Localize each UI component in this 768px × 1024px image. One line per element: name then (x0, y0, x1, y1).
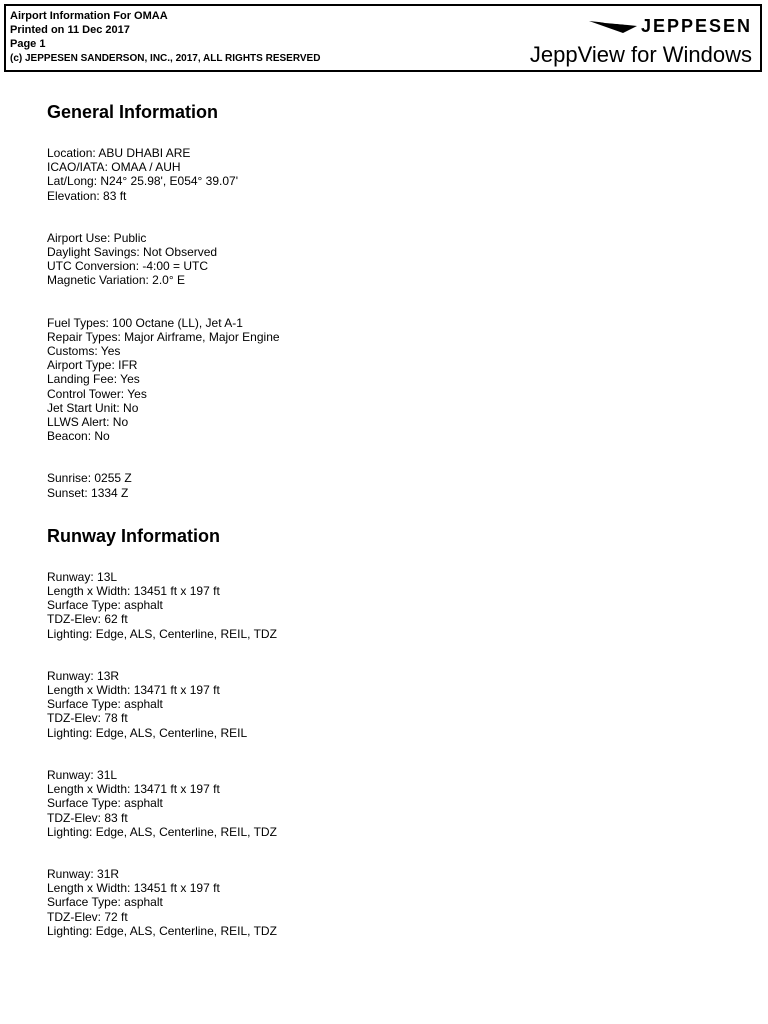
runway-tdz-elev: TDZ-Elev: 78 ft (47, 711, 128, 726)
repair-types: Repair Types: Major Airframe, Major Engine (47, 329, 280, 344)
location-block (47, 146, 727, 203)
document-body (47, 100, 727, 966)
runway-block (47, 768, 727, 839)
utc-conversion: UTC Conversion: -4:00 = UTC (47, 259, 209, 274)
jet-start-unit: Jet Start Unit: No (47, 400, 139, 415)
runway-lighting: Lighting: Edge, ALS, Centerline, REIL, TDZ (47, 923, 277, 938)
runway-id: Runway: 31L (47, 767, 118, 782)
runway-lighting: Lighting: Edge, ALS, Centerline, REIL (47, 725, 248, 740)
magnetic-variation: Magnetic Variation: 2.0° E (47, 273, 185, 288)
services-block (47, 316, 727, 444)
runway-tdz-elev: TDZ-Elev: 72 ft (47, 909, 128, 924)
daylight-savings: Daylight Savings: Not Observed (47, 245, 218, 260)
beacon: Beacon: No (47, 429, 110, 444)
airport-type: Airport Type: IFR (47, 358, 138, 373)
fuel-types: Fuel Types: 100 Octane (LL), Jet A-1 (47, 315, 243, 330)
runway-dimensions: Length x Width: 13451 ft x 197 ft (47, 584, 220, 599)
runway-heading: Runway Information (47, 525, 221, 546)
copyright: (c) JEPPESEN SANDERSON, INC., 2017, ALL RIGHTS RESERVED (10, 53, 321, 64)
lat-long: Lat/Long: N24° 25.98', E054° 39.07' (47, 174, 238, 189)
runway-block (47, 867, 727, 938)
printed-date: Printed on 11 Dec 2017 (10, 24, 130, 36)
header-title: Airport Information For OMAA (10, 10, 168, 22)
llws-alert: LLWS Alert: No (47, 415, 129, 430)
location: Location: ABU DHABI ARE (47, 146, 191, 160)
page-number: Page 1 (10, 38, 46, 50)
header-info (10, 9, 320, 66)
runway-surface: Surface Type: asphalt (47, 598, 163, 613)
landing-fee: Landing Fee: Yes (47, 372, 140, 387)
page-header (4, 4, 762, 72)
product-name: JeppView for Windows (529, 42, 752, 67)
runway-id: Runway: 31R (47, 866, 120, 881)
elevation: Elevation: 83 ft (47, 188, 127, 203)
runway-lighting: Lighting: Edge, ALS, Centerline, REIL, TDZ (47, 824, 277, 839)
runway-block (47, 570, 727, 641)
runway-surface: Surface Type: asphalt (47, 796, 163, 811)
sunrise: Sunrise: 0255 Z (47, 471, 132, 486)
brand-name: JEPPESEN (640, 16, 752, 36)
customs: Customs: Yes (47, 344, 121, 359)
runway-dimensions: Length x Width: 13471 ft x 197 ft (47, 683, 220, 698)
sunset: Sunset: 1334 Z (47, 485, 129, 500)
use-block (47, 231, 727, 288)
airport-use: Airport Use: Public (47, 230, 147, 245)
runway-tdz-elev: TDZ-Elev: 83 ft (47, 810, 128, 825)
runway-id: Runway: 13L (47, 569, 118, 584)
runway-surface: Surface Type: asphalt (47, 697, 163, 712)
runway-surface: Surface Type: asphalt (47, 895, 163, 910)
control-tower: Control Tower: Yes (47, 386, 147, 401)
runway-dimensions: Length x Width: 13471 ft x 197 ft (47, 782, 220, 797)
runway-id: Runway: 13R (47, 668, 120, 683)
jeppesen-logo (589, 16, 752, 37)
runway-tdz-elev: TDZ-Elev: 62 ft (47, 612, 128, 627)
runway-dimensions: Length x Width: 13451 ft x 197 ft (47, 881, 220, 896)
icao-iata: ICAO/IATA: OMAA / AUH (47, 160, 181, 175)
sun-block (47, 471, 727, 499)
jeppesen-swoosh-icon (589, 20, 637, 34)
general-heading: General Information (47, 102, 219, 122)
runway-lighting: Lighting: Edge, ALS, Centerline, REIL, TDZ (47, 626, 277, 641)
runway-block (47, 669, 727, 740)
